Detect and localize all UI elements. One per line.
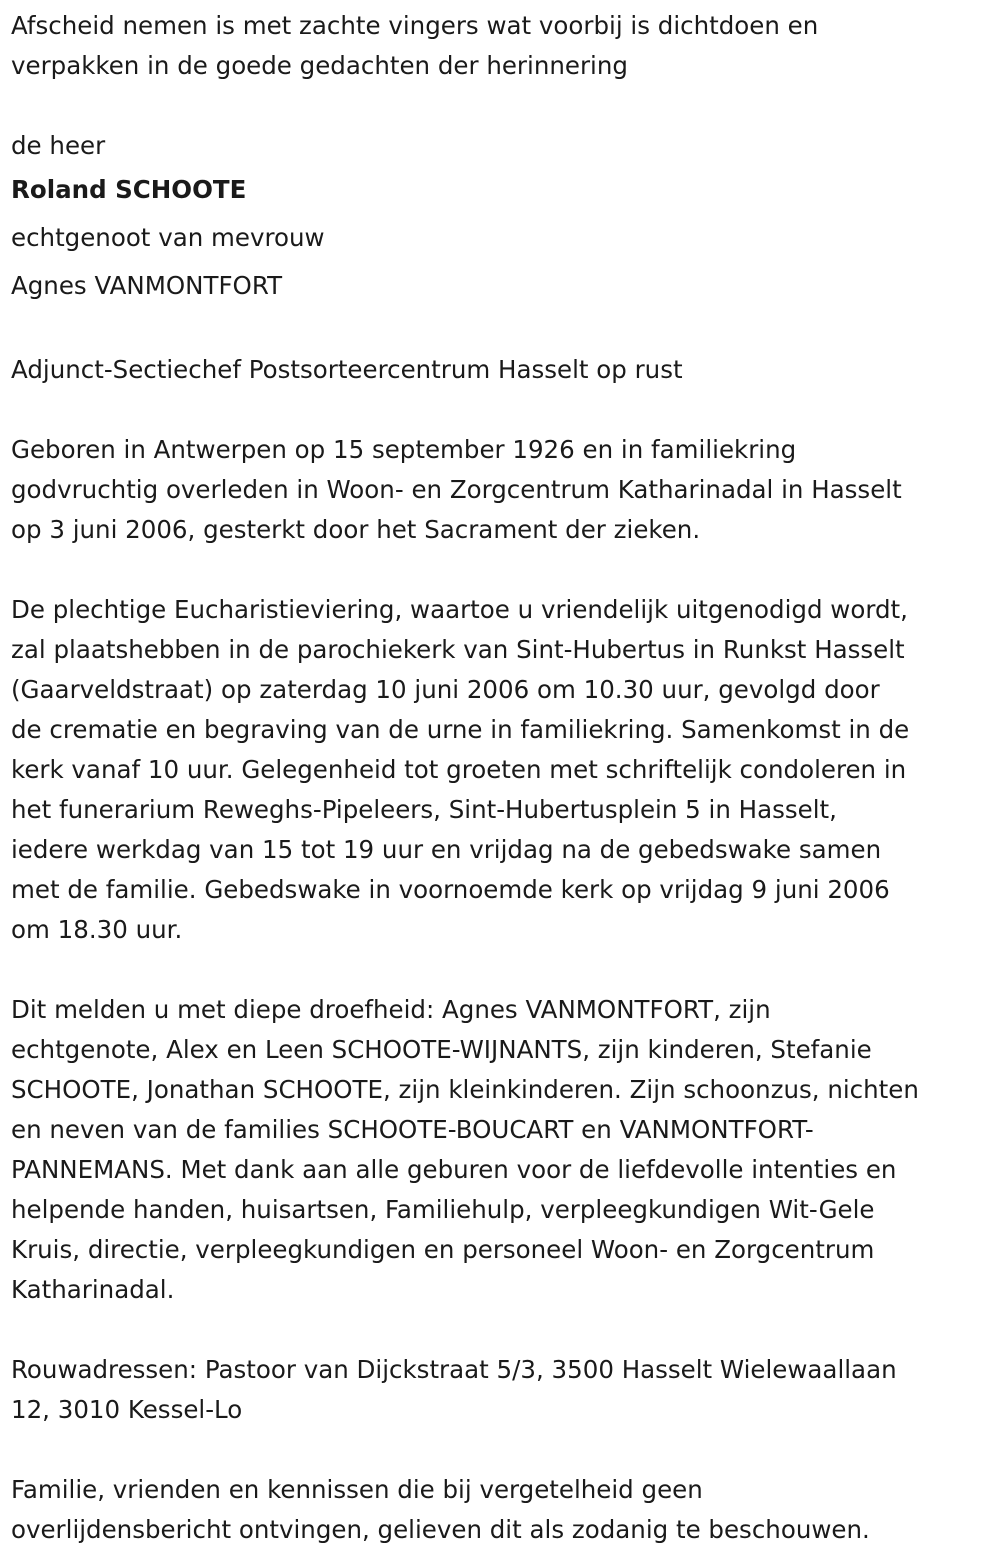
spouse-label: echtgenoot van mevrouw <box>11 223 325 252</box>
text-line: Dit melden u met diepe droefheid: Agnes VANMONTFORT, zijn <box>11 995 771 1024</box>
text-line: op 3 juni 2006, gesterkt door het Sacrament der zieken. <box>11 515 701 544</box>
text-line: iedere werkdag van 15 tot 19 uur en vrijdag na de gebedswake samen <box>11 835 882 864</box>
text-line: de crematie en begraving van de urne in familiekring. Samenkomst in de <box>11 715 910 744</box>
text-line: zal plaatshebben in de parochiekerk van Sint-Hubertus in Runkst Hasselt <box>11 635 905 664</box>
text-line: Rouwadressen: Pastoor van Dijckstraat 5/3, 3500 Hasselt Wielewaallaan <box>11 1355 897 1384</box>
deceased-name: Roland SCHOOTE <box>11 175 247 204</box>
text-line: Katharinadal. <box>11 1275 175 1304</box>
text-line: Kruis, directie, verpleegkundigen en personeel Woon- en Zorgcentrum <box>11 1235 875 1264</box>
text-line: verpakken in de goede gedachten der herinnering <box>11 51 628 80</box>
text-line: overlijdensbericht ontvingen, gelieven dit als zodanig te beschouwen. <box>11 1515 870 1544</box>
text-line: 12, 3010 Kessel-Lo <box>11 1395 243 1424</box>
intro-paragraph <box>11 6 1000 86</box>
text-line: en neven van de families SCHOOTE-BOUCART en VANMONTFORT- <box>11 1115 814 1144</box>
family-paragraph <box>11 990 1000 1310</box>
text-line: helpende handen, huisartsen, Familiehulp, verpleegkundigen Wit-Gele <box>11 1195 875 1224</box>
birth-death-paragraph <box>11 430 1000 550</box>
closing-paragraph <box>11 1470 1000 1550</box>
text-line: om 18.30 uur. <box>11 915 183 944</box>
text-line: met de familie. Gebedswake in voornoemde kerk op vrijdag 9 juni 2006 <box>11 875 890 904</box>
text-line: Familie, vrienden en kennissen die bij vergetelheid geen <box>11 1475 703 1504</box>
ceremony-paragraph <box>11 590 1000 950</box>
addresses-paragraph <box>11 1350 1000 1430</box>
text-line: godvruchtig overleden in Woon- en Zorgcentrum Katharinadal in Hasselt <box>11 475 902 504</box>
salutation: de heer <box>11 131 106 160</box>
text-line: het funerarium Reweghs-Pipeleers, Sint-Hubertusplein 5 in Hasselt, <box>11 795 837 824</box>
spouse-name: Agnes VANMONTFORT <box>11 271 283 300</box>
text-line: PANNEMANS. Met dank aan alle geburen voor de liefdevolle intenties en <box>11 1155 897 1184</box>
text-line: echtgenote, Alex en Leen SCHOOTE-WIJNANTS, zijn kinderen, Stefanie <box>11 1035 872 1064</box>
text-line: Afscheid nemen is met zachte vingers wat voorbij is dichtdoen en <box>11 11 819 40</box>
text-line: (Gaarveldstraat) op zaterdag 10 juni 2006 om 10.30 uur, gevolgd door <box>11 675 880 704</box>
text-line: De plechtige Eucharistieviering, waartoe u vriendelijk uitgenodigd wordt, <box>11 595 908 624</box>
occupation: Adjunct-Sectiechef Postsorteercentrum Hasselt op rust <box>11 355 683 384</box>
text-line: SCHOOTE, Jonathan SCHOOTE, zijn kleinkinderen. Zijn schoonzus, nichten <box>11 1075 919 1104</box>
text-line: kerk vanaf 10 uur. Gelegenheid tot groeten met schriftelijk condoleren in <box>11 755 907 784</box>
text-line: Geboren in Antwerpen op 15 september 1926 en in familiekring <box>11 435 797 464</box>
